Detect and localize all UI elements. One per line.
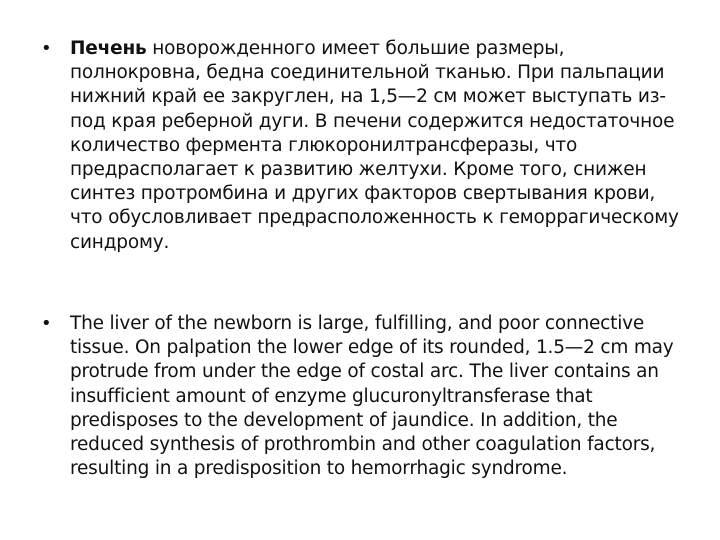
- bullet-russian: [41, 37, 688, 255]
- bullet-text: новорожденного имеет большие размеры, полнокровна, бедна соединительной тканью. При пальпации нижний край ее закруглен, на 1,5—2 см может выступать из-под края реберной дуги. В печени содержится недостаточное количество фермента глюкоронилтрансферазы, что предрасполагает к развитию желтухи. Кроме того, снижен синтез протромбина и других факторов свертывания крови, что обусловливает предрасположенность к геморрагическому синдрому.: [70, 38, 679, 253]
- bullet-english: [41, 312, 688, 481]
- bullet-marker: •: [41, 38, 52, 59]
- bullet-marker: •: [41, 313, 52, 334]
- bullet-lead-word: Печень: [70, 38, 147, 59]
- bullet-text: The liver of the newborn is large, fulfilling, and poor connective tissue. On palpation the lower edge of its rounded, 1.5—2 cm may protrude from under the edge of costal arc. The liver contains an insufficient amount of enzyme glucuronyltransferase that predisposes to the development of jaundice. In addition, the reduced synthesis of prothrombin and other coagulation factors, resulting in a predisposition to hemorrhagic syndrome.: [70, 313, 674, 480]
